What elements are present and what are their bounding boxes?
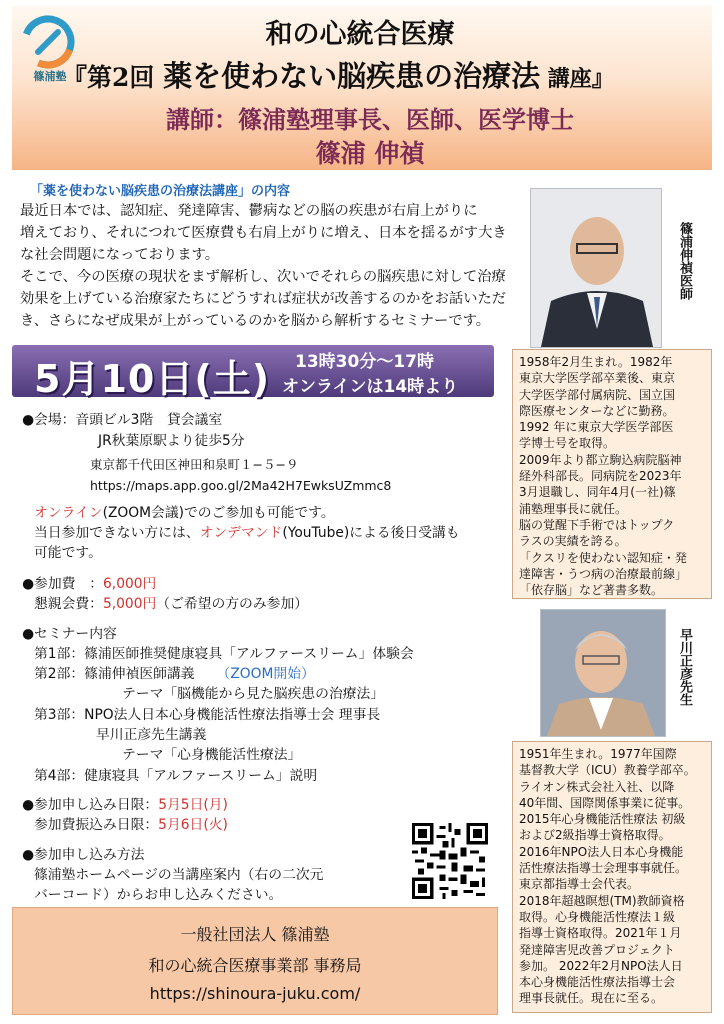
party-note: （ご希望の方のみ参加） <box>156 596 309 612</box>
venue-line: ●会場：音頭ビル3階 貸会議室 <box>22 412 223 428</box>
party-value: 5,000円 <box>102 596 157 612</box>
program-heading: ●セミナー内容 <box>22 626 117 642</box>
deadline2-value: 5月6日(火) <box>158 817 228 833</box>
apply-heading: ●参加申し込み方法 <box>22 847 145 863</box>
deadline-line1 <box>22 795 228 815</box>
intro-line: そこで、今の医療の現状をまず解析し、次いでそれらの脳疾患に対して治療 <box>20 269 506 285</box>
bio-line: 「依存脳」など著書多数。 <box>519 583 664 598</box>
deadline-line2 <box>34 815 228 835</box>
part2-text: 第2部：篠浦伸禎医師講義 <box>34 666 195 682</box>
footer-org: 一般社団法人 篠浦塾 <box>180 925 330 944</box>
bio-line: 発達障害児改善プロジェクト <box>519 942 675 957</box>
deadline1-value: 5月5日(月) <box>158 797 228 813</box>
bio-line: 2009年より都立駒込病院脳神 <box>519 452 682 467</box>
footer-dept: 和の心統合医療事業部 事務局 <box>148 956 362 975</box>
program-part2-theme: テーマ「脳機能から見た脳疾患の治療法」 <box>122 686 385 702</box>
event-date: 5月10日(土) <box>34 357 271 401</box>
bio-line: 本心身機能活性療法指導士会 <box>519 975 676 990</box>
lecturer-name: 篠浦 伸禎 <box>315 139 425 168</box>
program-part3: 第3部：NPO法人日本心身機能活性療法指導士会 理事長 <box>34 707 381 723</box>
intro-line: な社会問題になっております。 <box>20 247 220 263</box>
venue-access: JR秋葉原駅より徒歩5分 <box>98 433 245 449</box>
intro-heading: 「薬を使わない脳疾患の治療法講座」の内容 <box>30 184 291 199</box>
lecture-title <box>62 54 722 95</box>
speaker1-bio <box>512 349 712 599</box>
venue-address: 東京都千代田区神田和泉町１−５−９ <box>90 457 299 472</box>
venue-map-link[interactable]: https://maps.app.goo.gl/2Ma42H7EwksUZmmc8 <box>90 478 392 493</box>
bio-line: 学博士号を取得。 <box>519 436 616 451</box>
bio-line: 理事長就任。現在に至る。 <box>519 991 664 1006</box>
speaker2-name: 早川正彦先生 <box>677 628 692 706</box>
bio-line: 活性療法指導士会理事事就任。 <box>519 861 688 876</box>
intro-text <box>20 200 520 332</box>
intro-line: き、さらになぜ成果が上がっているのかを脳から解析するセミナーです。 <box>20 313 491 329</box>
bio-line: 1951年生まれ。1977年国際 <box>519 747 677 761</box>
bio-line: 東京大学医学部卒業後、東京 <box>519 371 676 386</box>
party-label: 懇親会費： <box>34 596 103 612</box>
bio-line: 際医療センターなどに勤務。 <box>519 403 675 418</box>
program-part1: 第1部：篠浦医師推奨健康寝具「アルファースリーム」体験会 <box>34 646 414 662</box>
lecture-title-open: 『第2回 <box>62 63 164 92</box>
bio-line: 2018年超越瞑想(TM)教師資格 <box>519 893 685 908</box>
bio-line: 参加。 2022年2月NPO法人日 <box>519 958 683 973</box>
online-time: オンラインは14時より <box>282 377 459 397</box>
ondemand-label: オンデマンド <box>199 525 283 541</box>
speaker1-photo <box>530 188 662 348</box>
bio-line: および2級指導士資格取得。 <box>519 828 671 843</box>
bio-line: 浦塾理事長に就任。 <box>519 501 628 516</box>
contact-footer <box>12 907 498 1015</box>
bio-line: 経外科部長。同病院を2023年 <box>519 469 682 484</box>
bio-line: 達障害・うつ病の治療最前線」 <box>519 566 688 581</box>
deadline2-label: 参加費振込み日限： <box>34 817 159 833</box>
lecturer-line: 講師：篠浦塾理事長、医師、医学博士 <box>166 105 574 134</box>
speaker2-bio <box>512 741 712 1013</box>
intro-line: 効果を上げている治療家たちにどうすれば症状が改善するのかをお話いただ <box>20 291 507 307</box>
ondemand-line <box>34 523 460 543</box>
deadline1-label: ●参加申し込み日限： <box>22 797 159 813</box>
bio-line: 「クスリを使わない認知症・発 <box>519 550 687 565</box>
fee-line <box>22 574 156 594</box>
ondemand-pre: 当日参加できない方には、 <box>34 525 200 541</box>
program-part3-lecture: 早川正彦先生講義 <box>96 727 207 743</box>
bio-line: 指導士資格取得。2021年１月 <box>519 926 682 941</box>
bio-line: 2016年NPO法人日本心身機能 <box>519 844 684 859</box>
online-label: オンライン <box>34 505 103 521</box>
apply-line2: バーコード）からお申し込みください。 <box>34 887 283 903</box>
fee-label: ●参加費 ： <box>22 576 104 592</box>
event-time: 13時30分～17時 <box>295 352 434 372</box>
program-part4: 第4部：健康寝具「アルファースリーム」説明 <box>34 768 318 784</box>
part2-zoom: （ZOOM開始） <box>216 666 315 682</box>
bio-line: 脳の覚醒下手術ではトップク <box>519 517 675 532</box>
online-text: (ZOOM会議)でのご参加も可能です。 <box>102 505 335 521</box>
online-line1 <box>34 503 335 523</box>
ondemand-line3: 可能です。 <box>34 545 102 561</box>
program-part2 <box>34 664 315 684</box>
bio-line: 1992 年に東京大学医学部医 <box>519 420 674 435</box>
bio-line: 東京都指導士会代表。 <box>519 877 640 892</box>
bio-line: 40年間、国際関係事業に従事。 <box>519 795 691 810</box>
intro-line: 増えており、それにつれて医療費も右肩上がりに増え、日本を揺るがす大き <box>20 225 507 241</box>
logo-text: 篠浦塾 <box>33 70 67 83</box>
lecture-title-suffix: 講座』 <box>540 66 614 92</box>
speaker2-photo <box>540 609 666 737</box>
lecture-title-main: 薬を使わない脳疾患の治療法 <box>163 59 541 93</box>
speaker1-name: 篠浦伸禎医師 <box>677 222 692 300</box>
bio-line: 大学医学部付属病院、国立国 <box>519 387 676 402</box>
bio-line: 基督教大学（ICU）教養学部卒。 <box>519 763 696 778</box>
bio-line: 1958年2月生まれ。1982年 <box>519 355 673 369</box>
bio-line: 取得。心身機能活性療法１級 <box>519 909 676 924</box>
fee-value: 6,000円 <box>103 576 157 592</box>
party-fee-line <box>34 594 308 614</box>
intro-line: 最近日本では、認知症、発達障害、鬱病などの脳の疾患が右肩上がりに <box>20 203 478 219</box>
ondemand-rest: (YouTube)による後日受講も <box>282 525 460 541</box>
bio-line: ラスの実績を誇る。 <box>519 534 627 549</box>
bio-line: ライオン株式会社入社、以降 <box>519 779 675 794</box>
footer-url[interactable]: https://shinoura-juku.com/ <box>149 984 361 1003</box>
bio-line: 2015年心身機能活性療法 初級 <box>519 812 686 827</box>
apply-line1: 篠浦塾ホームページの当講座案内（右の二次元 <box>34 867 324 883</box>
header-title: 和の心統合医療 <box>265 19 455 50</box>
program-part3-theme: テーマ「心身機能活性療法」 <box>122 747 302 763</box>
bio-line: 3月退職し、同年4月(一社)篠 <box>519 485 676 500</box>
qr-code-icon[interactable] <box>412 823 488 899</box>
